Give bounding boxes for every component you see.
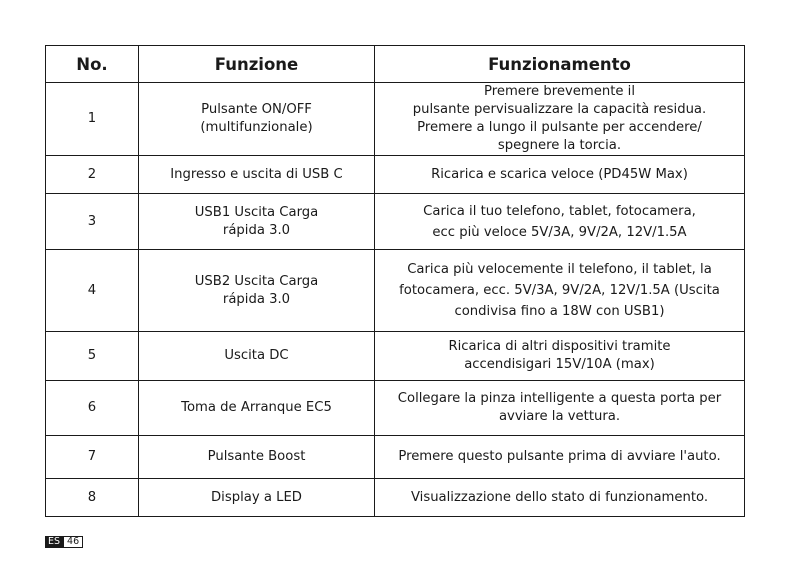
function-table [45,45,745,517]
row-number [46,156,139,194]
operation-cell [375,332,745,381]
row-number [46,381,139,436]
function-cell [139,381,375,436]
table-row [46,381,745,436]
header-function: Funzione [139,46,375,83]
table-row [46,479,745,517]
operation-text: Visualizzazione dello stato di funzionamento. [410,489,709,505]
operation-cell [375,83,745,156]
row-number [46,479,139,517]
operation-text: Ricarica di altri dispositivi tramite accendisigari 15V/10A (max) [448,339,671,372]
page-number: 46 [63,536,83,548]
operation-text: Premere questo pulsante prima di avviare l'auto. [398,449,721,464]
function-cell [139,83,375,156]
operation-text: Premere brevemente il pulsante pervisualizzare la capacità residua. Premere a lungo il pulsante per accendere/ spegnere la torcia. [412,84,707,153]
table-row [46,156,745,194]
operation-cell [375,250,745,332]
language-badge: ES [45,536,63,548]
operation-text: Carica più velocemente il telefono, il tablet, la fotocamera, ecc. 5V/3A, 9V/2A, 12V/1.5A (Uscita condivisa fino a 18W con USB1) [399,262,720,319]
function-cell [139,156,375,194]
function-cell [139,479,375,517]
table-row [46,83,745,156]
operation-cell [375,436,745,479]
table-header-row [46,46,745,83]
row-number [46,83,139,156]
function-text: Ingresso e uscita di USB C [170,166,343,182]
function-text: USB2 Uscita Carga rápida 3.0 [194,273,319,307]
operation-cell [375,479,745,517]
row-number-text: 6 [87,400,97,415]
row-number-text: 1 [87,111,97,126]
function-text: Uscita DC [224,348,289,363]
header-no: No. [46,46,139,83]
function-text: Toma de Arranque EC5 [181,400,332,415]
header-operation: Funzionamento [375,46,745,83]
function-text: Display a LED [211,489,302,505]
function-cell [139,194,375,250]
function-text: Pulsante Boost [207,449,306,464]
operation-text: Carica il tuo telefono, tablet, fotocamera, ecc più veloce 5V/3A, 9V/2A, 12V/1.5A [423,203,696,240]
table-row [46,194,745,250]
row-number-text: 2 [87,166,97,182]
operation-cell [375,381,745,436]
function-cell [139,332,375,381]
row-number-text: 7 [87,449,97,464]
row-number [46,250,139,332]
operation-cell [375,194,745,250]
row-number-text: 4 [87,282,97,298]
row-number-text: 8 [87,489,97,505]
row-number-text: 5 [87,348,97,363]
row-number-text: 3 [87,213,97,229]
function-cell [139,250,375,332]
function-text: Pulsante ON/OFF (multifunzionale) [200,102,313,135]
page-footer [45,536,83,548]
function-cell [139,436,375,479]
table-row [46,250,745,332]
row-number [46,332,139,381]
table-row [46,332,745,381]
operation-text: Collegare la pinza intelligente a questa porta per avviare la vettura. [397,391,722,424]
table-row [46,436,745,479]
row-number [46,194,139,250]
function-text: USB1 Uscita Carga rápida 3.0 [194,204,319,238]
row-number [46,436,139,479]
operation-text: Ricarica e scarica veloce (PD45W Max) [431,166,688,182]
operation-cell [375,156,745,194]
